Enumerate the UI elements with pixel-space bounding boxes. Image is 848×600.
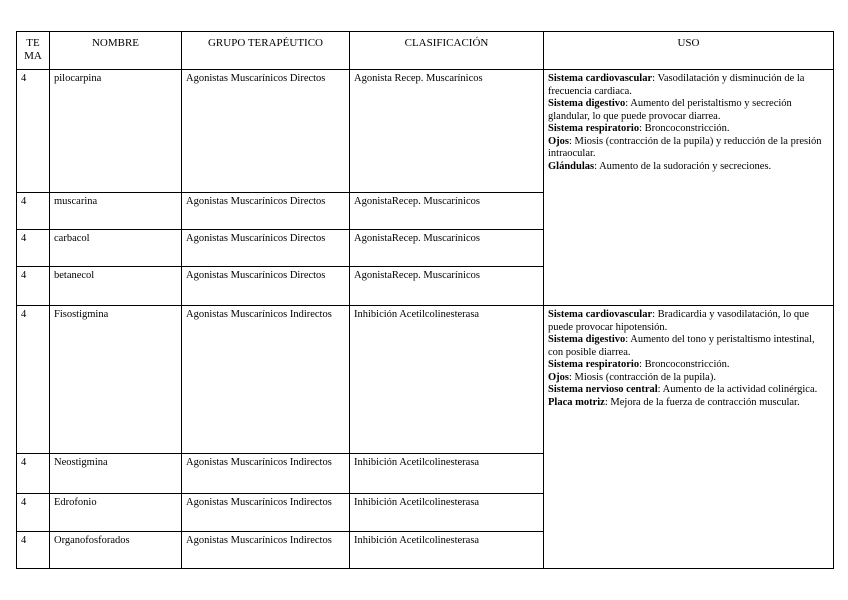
header-grupo: GRUPO TERAPÉUTICO <box>182 32 350 70</box>
cell-tema: 4 <box>17 70 50 193</box>
uso-item: Sistema digestivo: Aumento del tono y peristaltismo intestinal, con posible diarrea. <box>548 334 815 358</box>
cell-tema: 4 <box>17 306 50 454</box>
cell-clasificacion: Inhibición Acetilcolinesterasa <box>350 494 544 532</box>
cell-grupo: Agonistas Muscarínicos Directos <box>182 193 350 230</box>
cell-nombre: Fisostigmina <box>50 306 182 454</box>
cell-clasificacion: AgonistaRecep. Muscarínicos <box>350 230 544 267</box>
header-nombre: NOMBRE <box>50 32 182 70</box>
uso-item: Ojos: Miosis (contracción de la pupila) y reducción de la presión intraocular. <box>548 135 822 159</box>
cell-nombre: Edrofonio <box>50 494 182 532</box>
cell-tema: 4 <box>17 230 50 267</box>
uso-item: Sistema cardiovascular: Bradicardia y vasodilatación, lo que puede provocar hipotensión. <box>548 309 809 333</box>
uso-indirectos <box>544 306 834 569</box>
header-tema: TE MA <box>17 32 50 70</box>
cell-clasificacion: AgonistaRecep. Muscarínicos <box>350 267 544 306</box>
table-row <box>17 306 834 454</box>
uso-directos <box>544 70 834 306</box>
cell-grupo: Agonistas Muscarínicos Directos <box>182 230 350 267</box>
cell-grupo: Agonistas Muscarínicos Indirectos <box>182 532 350 569</box>
header-uso: USO <box>544 32 834 70</box>
uso-item: Sistema digestivo: Aumento del peristaltismo y secreción glandular, lo que puede provocar diarrea. <box>548 98 792 122</box>
cell-clasificacion: Agonista Recep. Muscarínicos <box>350 70 544 193</box>
cell-grupo: Agonistas Muscarínicos Indirectos <box>182 454 350 494</box>
cell-tema: 4 <box>17 267 50 306</box>
cell-tema: 4 <box>17 193 50 230</box>
cell-clasificacion: Inhibición Acetilcolinesterasa <box>350 306 544 454</box>
cell-nombre: Organofosforados <box>50 532 182 569</box>
uso-item: Placa motriz: Mejora de la fuerza de contracción muscular. <box>548 396 800 408</box>
uso-item: Glándulas: Aumento de la sudoración y secreciones. <box>548 160 772 172</box>
cell-nombre: pilocarpina <box>50 70 182 193</box>
cell-nombre: carbacol <box>50 230 182 267</box>
cell-grupo: Agonistas Muscarínicos Indirectos <box>182 494 350 532</box>
cell-grupo: Agonistas Muscarínicos Directos <box>182 267 350 306</box>
cell-grupo: Agonistas Muscarínicos Indirectos <box>182 306 350 454</box>
cell-tema: 4 <box>17 454 50 494</box>
uso-item: Sistema respiratorio: Broncoconstricción. <box>548 123 730 134</box>
cell-grupo: Agonistas Muscarínicos Directos <box>182 70 350 193</box>
cell-clasificacion: AgonistaRecep. Muscarínicos <box>350 193 544 230</box>
cell-clasificacion: Inhibición Acetilcolinesterasa <box>350 454 544 494</box>
drug-table <box>16 31 834 569</box>
uso-item: Sistema cardiovascular: Vasodilatación y disminución de la frecuencia cardiaca. <box>548 73 805 97</box>
header-row <box>17 32 834 70</box>
cell-nombre: betanecol <box>50 267 182 306</box>
uso-item: Sistema respiratorio: Broncoconstricción. <box>548 359 730 370</box>
table-row <box>17 70 834 193</box>
uso-item: Sistema nervioso central: Aumento de la actividad colinérgica. <box>548 384 818 395</box>
cell-clasificacion: Inhibición Acetilcolinesterasa <box>350 532 544 569</box>
cell-tema: 4 <box>17 532 50 569</box>
cell-nombre: Neostigmina <box>50 454 182 494</box>
cell-tema: 4 <box>17 494 50 532</box>
cell-nombre: muscarina <box>50 193 182 230</box>
uso-item: Ojos: Miosis (contracción de la pupila). <box>548 371 716 383</box>
header-clasificacion: CLASIFICACIÓN <box>350 32 544 70</box>
